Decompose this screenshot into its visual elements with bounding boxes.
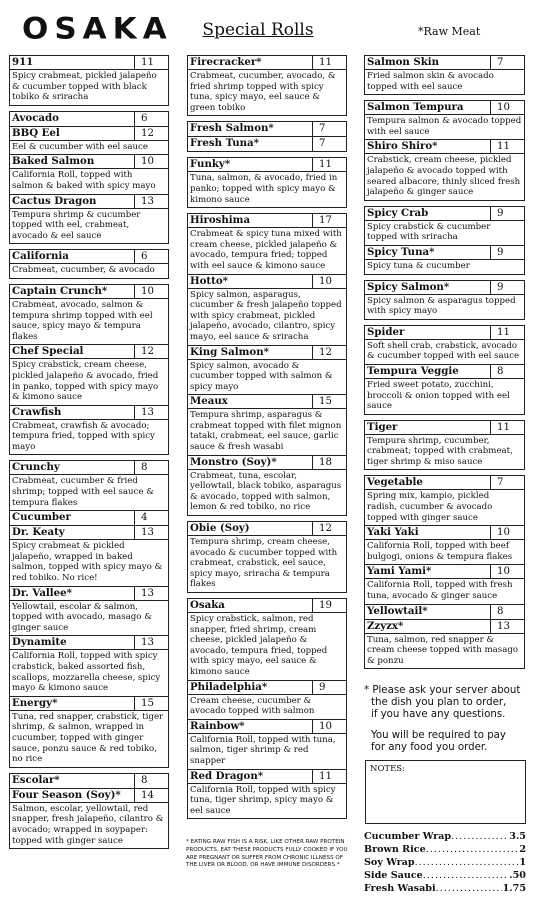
- menu-item-description: California Roll, topped with spicy tuna, tiger shrimp, spicy mayo & eel sauce: [190, 784, 336, 816]
- menu-item-description: Tempura shrimp, cream cheese, avocado & cucumber topped with crabmeat, crabstick, eel sauce, spicy mayo, sriracha & tempura flakes: [190, 537, 338, 590]
- side-item-cucumber-wrap: [364, 830, 526, 843]
- side-item-fresh-wasabi: [364, 882, 526, 895]
- menu-item-price: 7: [490, 476, 524, 489]
- menu-item-description: California Roll, topped with salmon & baked with spicy mayo: [12, 170, 156, 191]
- menu-item-header: [10, 636, 168, 650]
- menu-item-name: Cucumber: [12, 511, 71, 524]
- menu-item-price: 10: [490, 565, 524, 578]
- menu-item-header: [188, 122, 346, 136]
- side-item-side-sauce: [364, 869, 526, 882]
- menu-item-description: Crabmeat & spicy tuna mixed with cream cheese, pickled jalapeño & avocado, tempura fried; topped with eel sauce & kimono sauce: [190, 229, 342, 271]
- menu-item-header: [10, 406, 168, 420]
- menu-item-king-salmon: [187, 345, 347, 396]
- menu-item-name: Fresh Tuna*: [190, 137, 259, 150]
- menu-item-fresh-salmon: [187, 121, 347, 137]
- menu-header: [0, 0, 536, 52]
- menu-item-crunchy: [9, 460, 169, 511]
- menu-column-3: [364, 56, 525, 669]
- menu-item-name: Escolar*: [12, 773, 60, 786]
- menu-item-name: Spicy Tuna*: [367, 245, 435, 258]
- menu-item-header: [365, 605, 524, 619]
- menu-item-price: 18: [312, 456, 346, 469]
- menu-item-header: [365, 56, 524, 70]
- menu-item-price: 6: [134, 250, 168, 263]
- menu-item-meaux: [187, 394, 347, 455]
- menu-item-description: California Roll, topped with tuna, salmon, tiger shrimp & red snapper: [190, 734, 336, 766]
- menu-item-price: 8: [490, 365, 524, 378]
- menu-item-funky: [187, 157, 347, 208]
- menu-item-four-season-soy: [9, 788, 169, 849]
- menu-item-price: 14: [134, 789, 168, 802]
- leader-dots: [423, 869, 509, 882]
- menu-item-price: 10: [312, 275, 346, 288]
- menu-item-name: Dr. Keaty: [12, 526, 65, 539]
- page-title: Special Rolls: [202, 20, 314, 40]
- menu-item-price: 11: [490, 421, 524, 434]
- side-item-price: 3.5: [509, 831, 526, 842]
- menu-item-price: 9: [490, 207, 524, 220]
- menu-item-description: Tuna, salmon, & avocado, fried in panko; topped with spicy mayo & kimono sauce: [190, 173, 338, 205]
- side-item-name: Brown Rice: [364, 844, 426, 855]
- menu-column-1: [9, 56, 169, 849]
- side-item-name: Cucumber Wrap: [364, 831, 452, 842]
- menu-item-description: Crabmeat, crawfish & avocado; tempura fried, topped with spicy mayo: [12, 420, 155, 452]
- menu-item-spicy-tuna: [364, 245, 525, 275]
- menu-item-price: 12: [134, 345, 168, 358]
- menu-item-description: Spicy crabstick & cucumber topped with sriracha: [367, 221, 491, 243]
- menu-item-description: Crabmeat, avocado, salmon & tempura shrimp topped with eel sauce, spicy mayo & tempura flakes: [12, 299, 153, 342]
- server-note-line: the dish you plan to order,: [371, 697, 507, 708]
- menu-item-description: Eel & cucumber with eel sauce: [12, 141, 148, 152]
- menu-item-description: Spicy crabmeat & pickled jalapeño, wrapped in baked salmon, topped with spicy mayo & red tobiko. No rice!: [12, 541, 163, 584]
- menu-item-header: [188, 346, 346, 360]
- menu-item-price: 9: [312, 681, 346, 694]
- menu-item-name: BBQ Eel: [12, 126, 60, 139]
- menu-item-name: Dr. Vallee*: [12, 586, 72, 599]
- menu-item-description: Crabmeat, cucumber & fried shrimp; topped with eel sauce & tempura flakes: [12, 476, 154, 508]
- menu-item-header: [365, 565, 524, 579]
- menu-item-header: [365, 365, 524, 379]
- menu-item-description: California Roll, topped with fresh tuna, avocado & ginger sauce: [367, 580, 513, 602]
- side-item-price: 2: [519, 844, 526, 855]
- menu-item-name: Monstro (Soy)*: [190, 455, 277, 468]
- menu-item-header: [188, 720, 346, 734]
- menu-item-header: [10, 789, 168, 803]
- server-note-line: * Please ask your server about: [364, 685, 521, 696]
- menu-item-captain-crunch: [9, 284, 169, 345]
- menu-item-911: [9, 55, 169, 106]
- menu-item-header: [10, 127, 168, 141]
- menu-item-california: [9, 249, 169, 279]
- menu-item-salmon-tempura: [364, 100, 525, 140]
- menu-item-chef-special: [9, 344, 169, 405]
- payment-note-line: You will be required to pay: [371, 730, 506, 741]
- menu-item-header: [188, 770, 346, 784]
- menu-item-header: [10, 526, 168, 540]
- menu-item-yami-yami: [364, 564, 525, 604]
- menu-item-bbq-eel: [9, 126, 169, 156]
- menu-item-price: 15: [312, 395, 346, 408]
- menu-item-header: [10, 345, 168, 359]
- server-note-line: if you have any questions.: [371, 709, 506, 720]
- menu-column-2: [187, 56, 347, 819]
- menu-item-escolar: [9, 773, 169, 789]
- menu-item-name: Zzyzx*: [367, 619, 404, 632]
- menu-item-description: Tempura shrimp, cucumber, crabmeat; topped with crabmeat, tiger shrimp & miso sauce: [367, 435, 513, 467]
- menu-item-header: [10, 774, 168, 788]
- side-item-name: Fresh Wasabi: [364, 883, 436, 894]
- menu-item-header: [188, 137, 346, 151]
- menu-item-name: Avocado: [12, 111, 59, 124]
- menu-item-description: Tempura shrimp, asparagus & crabmeat topped with filet mignon tataki, crabmeat, eel sauce, garlic sauce & fresh wasabi: [190, 410, 342, 453]
- menu-item-price: 7: [312, 137, 346, 151]
- menu-item-dynamite: [9, 635, 169, 696]
- menu-item-name: Crunchy: [12, 461, 60, 474]
- menu-item-description: Fried sweet potato, zucchini, broccoli & onion topped with eel sauce: [367, 379, 510, 412]
- menu-item-shiro-shiro: [364, 139, 525, 200]
- menu-item-header: [365, 526, 524, 540]
- menu-item-name: 911: [12, 56, 34, 68]
- leader-dots: [426, 843, 519, 856]
- server-note: [364, 685, 534, 721]
- menu-item-description: Salmon, escolar, yellowtail, red snapper, fresh jalapeño, cilantro & avocado; wrapped in soypaper: topped with ginger sauce: [12, 803, 164, 846]
- sides-price-list: [364, 830, 526, 895]
- menu-item-yellowtail: [364, 604, 525, 620]
- menu-item-name: Yellowtail*: [367, 604, 428, 617]
- menu-item-description: Spicy salmon, avocado & cucumber topped with salmon & spicy mayo: [190, 360, 333, 392]
- menu-item-name: Obie (Soy): [190, 522, 250, 535]
- menu-item-name: Crawfish: [12, 405, 62, 418]
- menu-item-cucumber: [9, 510, 169, 526]
- menu-item-hiroshima: [187, 213, 347, 274]
- menu-item-name: Tiger: [367, 420, 398, 433]
- menu-item-price: 11: [312, 158, 346, 171]
- menu-item-header: [188, 56, 346, 70]
- menu-item-name: King Salmon*: [190, 345, 269, 358]
- menu-item-header: [10, 112, 168, 126]
- menu-item-header: [188, 275, 346, 289]
- menu-item-monstro-soy: [187, 455, 347, 516]
- menu-item-description: Crabmeat, tuna, escolar, yellowtail, black tobiko, asparagus & avocado, topped with salmon, lemon & red tobiko, no rice: [190, 470, 342, 513]
- menu-item-spicy-salmon: [364, 280, 525, 320]
- menu-item-price: 8: [134, 774, 168, 788]
- side-item-price: 1: [519, 857, 526, 868]
- menu-item-name: Meaux: [190, 395, 228, 408]
- menu-item-description: Crabmeat, cucumber, & avocado: [12, 265, 155, 276]
- menu-item-name: Spicy Crab: [367, 206, 429, 219]
- menu-item-header: [365, 207, 524, 221]
- menu-item-obie-soy: [187, 521, 347, 593]
- menu-item-price: 4: [134, 511, 168, 525]
- menu-item-price: 12: [312, 346, 346, 359]
- side-item-price: .50: [509, 870, 526, 881]
- menu-item-header: [188, 395, 346, 409]
- notes-label: NOTES:: [370, 764, 405, 774]
- menu-item-name: Osaka: [190, 599, 225, 611]
- menu-item-header: [188, 522, 346, 536]
- menu-item-description: Spring mix, kampio, pickled radish, cucumber & avocado topped with ginger sauce: [367, 491, 493, 523]
- menu-item-price: 17: [312, 214, 346, 227]
- menu-item-header: [365, 620, 524, 634]
- menu-item-rainbow: [187, 719, 347, 770]
- menu-item-price: 10: [134, 155, 168, 168]
- menu-item-name: Vegetable: [367, 476, 423, 489]
- menu-item-price: 11: [490, 326, 524, 339]
- menu-item-name: Hiroshima: [190, 214, 251, 227]
- menu-item-name: Four Season (Soy)*: [12, 788, 121, 801]
- menu-item-price: 15: [134, 697, 168, 710]
- menu-item-price: 8: [134, 461, 168, 474]
- menu-item-description: Spicy salmon, asparagus, cucumber & fresh jalapeño topped with spicy crabmeat, pickled jalapeño, avocado, cilantro, spicy mayo, eel sauce & sriracha: [190, 289, 342, 342]
- menu-item-header: [188, 599, 346, 613]
- menu-item-name: Yami Yami*: [367, 565, 432, 578]
- menu-item-name: Funky*: [190, 158, 231, 171]
- menu-item-name: Fresh Salmon*: [190, 122, 274, 135]
- notes-box: [365, 760, 526, 824]
- menu-item-name: Rainbow*: [190, 719, 245, 732]
- side-item-soy-wrap: [364, 856, 526, 869]
- menu-item-name: Shiro Shiro*: [367, 140, 438, 153]
- menu-item-tiger: [364, 420, 525, 471]
- menu-item-name: Philadelphia*: [190, 680, 268, 693]
- menu-item-description: Cream cheese, cucumber & avocado topped with salmon: [190, 695, 315, 717]
- menu-item-header: [10, 587, 168, 601]
- menu-item-header: [365, 421, 524, 435]
- menu-item-price: 11: [312, 56, 346, 69]
- menu-item-header: [365, 140, 524, 154]
- leader-dots: [451, 830, 508, 843]
- menu-item-header: [365, 281, 524, 295]
- menu-item-price: 9: [490, 281, 524, 294]
- menu-item-name: Baked Salmon: [12, 155, 95, 168]
- menu-item-price: 12: [312, 522, 346, 535]
- menu-item-header: [10, 285, 168, 299]
- menu-item-price: 6: [134, 112, 168, 126]
- menu-item-header: [365, 101, 524, 115]
- side-item-name: Side Sauce: [364, 870, 423, 881]
- menu-item-price: 10: [312, 720, 346, 733]
- menu-item-price: 11: [134, 56, 168, 69]
- menu-item-fresh-tuna: [187, 136, 347, 152]
- menu-item-dr-vallee: [9, 586, 169, 637]
- menu-item-description: Crabstick, cream cheese, pickled jalapeño & avocado topped with seared albacore, thinly sliced fresh jalapeño & ginger sauce: [367, 155, 521, 198]
- menu-item-price: 10: [134, 285, 168, 298]
- menu-item-header: [10, 511, 168, 525]
- menu-item-description: California Roll, topped with spicy crabstick, baked assorted fish, scallops, mozzarella cheese, spicy mayo & kimono sauce: [12, 651, 161, 694]
- menu-item-header: [188, 214, 346, 228]
- menu-item-header: [365, 326, 524, 340]
- menu-item-price: 9: [490, 246, 524, 259]
- menu-item-price: 12: [134, 127, 168, 140]
- payment-note: [371, 730, 531, 754]
- menu-item-price: 13: [134, 195, 168, 208]
- menu-item-name: Spider: [367, 325, 405, 338]
- menu-item-cactus-dragon: [9, 194, 169, 245]
- menu-item-zzyzx: [364, 619, 525, 670]
- menu-item-yaki-yaki: [364, 525, 525, 565]
- menu-item-name: California: [12, 250, 69, 263]
- menu-item-description: Tempura salmon & avocado topped with eel sauce: [367, 116, 522, 137]
- menu-item-salmon-skin: [364, 55, 525, 95]
- menu-item-firecracker: [187, 55, 347, 116]
- menu-item-name: Yaki Yaki: [367, 526, 419, 539]
- menu-item-description: Fried salmon skin & avocado topped with eel sauce: [367, 71, 494, 92]
- menu-item-price: 11: [312, 770, 346, 783]
- menu-item-description: California Roll, topped with beef bulgogi, onions & tempura flakes: [367, 541, 513, 562]
- raw-meat-note: *Raw Meat: [418, 25, 481, 38]
- menu-item-spicy-crab: [364, 206, 525, 246]
- menu-item-description: Spicy crabstick, cream cheese, pickled jalapeño & avocado, fried in panko, topped with spicy mayo & kimono sauce: [12, 360, 159, 403]
- menu-item-header: [10, 461, 168, 475]
- menu-item-name: Dynamite: [12, 636, 67, 649]
- leader-dots: [436, 882, 502, 895]
- menu-item-price: 13: [134, 636, 168, 649]
- menu-item-description: Spicy crabstick, salmon, red snapper, fried shrimp, cream cheese, pickled jalapeño & avocado, tempura fried, topped with spicy mayo, eel sauce & kimono sauce: [190, 614, 328, 677]
- menu-item-description: Tuna, salmon, red snapper & cream cheese topped with masago & ponzu: [367, 634, 519, 666]
- payment-note-line: for any food you order.: [371, 742, 488, 753]
- menu-item-price: 10: [490, 101, 524, 114]
- menu-item-header: [10, 56, 168, 70]
- menu-item-price: 13: [134, 406, 168, 419]
- leader-dots: [415, 856, 519, 869]
- menu-item-name: Chef Special: [12, 345, 84, 358]
- menu-item-header: [10, 195, 168, 209]
- menu-item-header: [188, 158, 346, 172]
- menu-item-description: Tuna, red snapper, crabstick, tiger shrimp, & salmon, wrapped in cucumber, topped with ginger sauce, ponzu sauce & red tobiko, no rice: [12, 711, 164, 765]
- menu-item-spider: [364, 325, 525, 365]
- menu-item-price: 19: [312, 599, 346, 612]
- menu-item-crawfish: [9, 405, 169, 456]
- menu-item-price: 13: [134, 526, 168, 539]
- menu-item-header: [188, 456, 346, 470]
- menu-item-description: Spicy tuna & cucumber: [367, 260, 470, 271]
- menu-item-description: Tempura shrimp & cucumber topped with eel, crabmeat, avocado & eel sauce: [12, 209, 141, 241]
- menu-item-description: Spicy crabmeat, pickled jalapeño & cucumber topped with black tobiko & sriracha: [12, 71, 157, 103]
- menu-item-price: 8: [490, 605, 524, 619]
- menu-item-name: Energy*: [12, 696, 58, 709]
- side-item-price: 1.75: [502, 883, 526, 894]
- side-item-brown-rice: [364, 843, 526, 856]
- menu-item-red-dragon: [187, 769, 347, 820]
- menu-item-name: Captain Crunch*: [12, 284, 108, 297]
- menu-item-name: Tempura Veggie: [367, 364, 459, 377]
- menu-item-price: 13: [134, 587, 168, 600]
- menu-item-tempura-veggie: [364, 364, 525, 415]
- menu-item-description: Yellowtail, escolar & salmon, topped with avocado, masago & ginger sauce: [12, 601, 152, 633]
- menu-item-energy: [9, 696, 169, 768]
- menu-item-name: Firecracker*: [190, 56, 262, 68]
- menu-item-name: Salmon Tempura: [367, 101, 464, 114]
- menu-item-price: 13: [490, 620, 524, 633]
- raw-fish-disclaimer: * EATING RAW FISH IS A RISK, LIKE OTHER RAW PROTEIN PRODUCTS. EAT THESE PRODUCTS FULLY COOKED IF YOU ARE PREGNANT OR SUFFER FROM CHRONIC ILLNESS OF THE LIVER OR BLOOD, OR HAVE IMMUNE DISORDERS.*: [186, 839, 348, 869]
- menu-item-avocado: [9, 111, 169, 127]
- menu-item-baked-salmon: [9, 154, 169, 194]
- menu-item-description: Spicy salmon & asparagus topped with spicy mayo: [367, 295, 516, 317]
- menu-item-philadelphia: [187, 680, 347, 720]
- menu-item-name: Salmon Skin: [367, 56, 440, 68]
- osaka-logo: OSAKA: [22, 11, 173, 47]
- menu-item-name: Spicy Salmon*: [367, 280, 450, 293]
- menu-item-name: Red Dragon*: [190, 769, 264, 782]
- menu-item-price: 7: [312, 122, 346, 136]
- menu-item-header: [365, 246, 524, 260]
- menu-item-hotto: [187, 274, 347, 346]
- menu-item-header: [188, 681, 346, 695]
- menu-item-price: 7: [490, 56, 524, 69]
- menu-item-header: [10, 697, 168, 711]
- menu-item-description: Soft shell crab, crabstick, avocado & cucumber topped with eel sauce: [367, 340, 520, 362]
- menu-item-price: 10: [490, 526, 524, 539]
- menu-item-header: [10, 250, 168, 264]
- menu-item-dr-keaty: [9, 525, 169, 586]
- menu-item-osaka: [187, 598, 347, 681]
- menu-item-vegetable: [364, 475, 525, 526]
- menu-item-header: [10, 155, 168, 169]
- menu-item-header: [365, 476, 524, 490]
- menu-item-price: 11: [490, 140, 524, 153]
- menu-item-description: Crabmeat, cucumber, avocado, & fried shrimp topped with spicy tuna, spicy mayo, eel sauce & green tobiko: [190, 71, 336, 113]
- menu-item-name: Cactus Dragon: [12, 194, 97, 207]
- side-item-name: Soy Wrap: [364, 857, 415, 868]
- menu-item-name: Hotto*: [190, 274, 228, 287]
